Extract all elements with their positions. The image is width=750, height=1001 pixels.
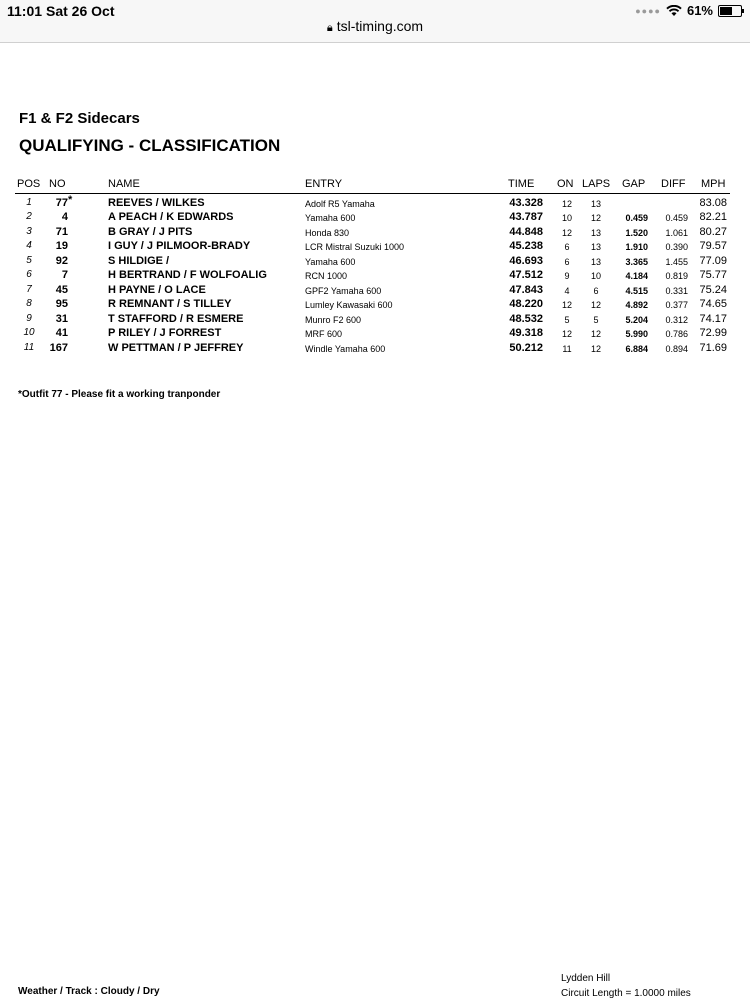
- table-row: [0, 313, 750, 327]
- cell-name: S HILDIGE /: [108, 255, 170, 267]
- table-row: [0, 269, 750, 283]
- address-bar[interactable]: [0, 18, 750, 35]
- cell-entry: MRF 600: [305, 329, 343, 339]
- cell-gap: 1.520: [625, 228, 648, 238]
- cell-diff: 0.786: [665, 329, 688, 339]
- table-row: [0, 211, 750, 225]
- battery-percent: 61%: [686, 3, 713, 18]
- cell-pos: 6: [26, 269, 32, 280]
- cell-on: 9: [564, 271, 570, 281]
- cell-time: 48.532: [509, 313, 543, 325]
- cell-gap: 5.990: [625, 329, 648, 339]
- circuit-name: Lydden Hill: [561, 973, 611, 984]
- weather-track: Weather / Track : Cloudy / Dry: [18, 986, 160, 997]
- cell-time: 47.843: [509, 284, 543, 296]
- cell-name: B GRAY / J PITS: [108, 226, 193, 238]
- cell-pos: 7: [26, 284, 32, 295]
- cell-no: 92: [55, 255, 68, 267]
- header-pos: POS: [17, 178, 41, 190]
- cell-on: 11: [562, 344, 572, 354]
- table-row: [0, 194, 750, 211]
- cell-time: 46.693: [509, 255, 543, 267]
- status-date: Sat 26 Oct: [46, 3, 115, 19]
- cell-laps: 13: [590, 199, 601, 209]
- cell-laps: 13: [590, 257, 601, 267]
- header-name: NAME: [108, 178, 140, 190]
- cell-gap: 4.184: [625, 271, 648, 281]
- status-bar: [0, 0, 750, 43]
- cell-name: H PAYNE / O LACE: [108, 284, 206, 296]
- cell-on: 12: [561, 329, 572, 339]
- cell-entry: Yamaha 600: [305, 213, 356, 223]
- table-row: [0, 298, 750, 312]
- cell-on: 5: [564, 315, 570, 325]
- table-row: [0, 327, 750, 341]
- cell-laps: 12: [590, 344, 601, 354]
- cell-no: 19: [55, 240, 68, 252]
- cell-mark: *: [68, 194, 73, 206]
- cell-pos: 8: [26, 298, 32, 309]
- cell-diff: 0.331: [665, 286, 688, 296]
- header-diff: DIFF: [661, 178, 686, 190]
- cell-entry: GPF2 Yamaha 600: [305, 286, 382, 296]
- cell-time: 45.238: [509, 240, 543, 252]
- cell-gap: 5.204: [625, 315, 648, 325]
- cell-pos: 5: [26, 255, 32, 266]
- cell-on: 12: [561, 228, 572, 238]
- cell-pos: 4: [26, 240, 32, 251]
- cell-mph: 74.17: [699, 313, 727, 325]
- cell-time: 48.220: [509, 298, 543, 310]
- cell-diff: 0.894: [665, 344, 688, 354]
- cell-time: 43.328: [509, 197, 543, 209]
- cell-entry: LCR Mistral Suzuki 1000: [305, 242, 405, 252]
- cell-no: 95: [55, 298, 68, 310]
- cell-entry: Honda 830: [305, 228, 350, 238]
- cell-pos: 11: [23, 342, 35, 353]
- cell-time: 43.787: [509, 211, 543, 223]
- cell-entry: Windle Yamaha 600: [305, 344, 386, 354]
- signal-dots-icon: ●●●●: [635, 5, 661, 16]
- cell-on: 12: [561, 300, 572, 310]
- cell-on: 10: [561, 213, 572, 223]
- header-on: ON: [557, 178, 574, 190]
- table-row: [0, 255, 750, 269]
- header-time: TIME: [508, 178, 535, 190]
- cell-no: 167: [49, 342, 68, 354]
- table-row: [0, 284, 750, 298]
- cell-no: 7: [61, 269, 68, 281]
- cell-gap: 1.910: [625, 242, 648, 252]
- cell-no: 77: [55, 197, 68, 209]
- cell-laps: 13: [590, 242, 601, 252]
- cell-laps: 5: [593, 315, 599, 325]
- cell-on: 6: [564, 257, 570, 267]
- cell-diff: 0.390: [665, 242, 688, 252]
- cell-mph: 80.27: [699, 226, 727, 238]
- cell-time: 47.512: [509, 269, 543, 281]
- battery-icon: [718, 5, 742, 17]
- cell-diff: 1.455: [665, 257, 688, 267]
- cell-diff: 0.459: [665, 213, 688, 223]
- table-row: [0, 240, 750, 254]
- cell-entry: Yamaha 600: [305, 257, 356, 267]
- cell-gap: 6.884: [625, 344, 648, 354]
- page-title: F1 & F2 Sidecars: [19, 110, 140, 127]
- cell-mph: 83.08: [699, 197, 727, 209]
- cell-mph: 75.77: [699, 269, 727, 281]
- cell-no: 71: [55, 226, 68, 238]
- cell-gap: 4.515: [625, 286, 648, 296]
- cell-pos: 9: [26, 313, 32, 324]
- cell-laps: 6: [593, 286, 599, 296]
- cell-no: 4: [61, 211, 68, 223]
- cell-name: REEVES / WILKES: [108, 197, 205, 209]
- cell-gap: 0.459: [625, 213, 648, 223]
- cell-mph: 79.57: [699, 240, 727, 252]
- cell-diff: 0.377: [665, 300, 688, 310]
- cell-laps: 12: [590, 213, 601, 223]
- table-row: [0, 342, 750, 356]
- cell-mph: 72.99: [699, 327, 727, 339]
- lock-icon: 🔒︎: [326, 22, 333, 34]
- cell-mph: 75.24: [699, 284, 727, 296]
- cell-gap: 4.892: [625, 300, 648, 310]
- cell-diff: 1.061: [665, 228, 688, 238]
- cell-no: 45: [55, 284, 68, 296]
- cell-name: P RILEY / J FORREST: [108, 327, 222, 339]
- cell-mph: 71.69: [699, 342, 727, 354]
- header-entry: ENTRY: [305, 178, 343, 190]
- url-text: tsl-timing.com: [336, 18, 424, 34]
- cell-time: 50.212: [509, 342, 543, 354]
- cell-pos: 3: [26, 226, 32, 237]
- header-mph: MPH: [701, 178, 726, 190]
- cell-gap: 3.365: [625, 257, 648, 267]
- cell-pos: 1: [26, 197, 32, 208]
- cell-laps: 10: [590, 271, 601, 281]
- cell-entry: Lumley Kawasaki 600: [305, 300, 393, 310]
- circuit-info: [561, 971, 691, 1001]
- cell-no: 31: [55, 313, 68, 325]
- cell-entry: Munro F2 600: [305, 315, 362, 325]
- cell-on: 6: [564, 242, 570, 252]
- cell-mph: 74.65: [699, 298, 727, 310]
- cell-name: A PEACH / K EDWARDS: [108, 211, 234, 223]
- cell-pos: 10: [23, 327, 35, 338]
- cell-time: 49.318: [509, 327, 543, 339]
- table-row: [0, 226, 750, 240]
- header-laps: LAPS: [582, 178, 611, 190]
- cell-name: H BERTRAND / F WOLFOALIG: [108, 269, 267, 281]
- header-divider: [15, 193, 730, 194]
- cell-name: W PETTMAN / P JEFFREY: [108, 342, 244, 354]
- cell-on: 12: [561, 199, 572, 209]
- cell-pos: 2: [26, 211, 32, 222]
- cell-no: 41: [55, 327, 68, 339]
- header-gap: GAP: [622, 178, 646, 190]
- cell-entry: RCN 1000: [305, 271, 348, 281]
- cell-laps: 12: [590, 300, 601, 310]
- cell-laps: 12: [590, 329, 601, 339]
- header-no: NO: [49, 178, 66, 190]
- cell-entry: Adolf R5 Yamaha: [305, 199, 375, 209]
- cell-name: R REMNANT / S TILLEY: [108, 298, 232, 310]
- cell-name: T STAFFORD / R ESMERE: [108, 313, 244, 325]
- footnote: *Outfit 77 - Please fit a working tranponder: [18, 389, 221, 400]
- status-time: 11:01: [7, 3, 43, 19]
- cell-mph: 77.09: [699, 255, 727, 267]
- cell-on: 4: [564, 286, 570, 296]
- cell-diff: 0.819: [665, 271, 688, 281]
- page-subtitle: QUALIFYING - CLASSIFICATION: [19, 136, 281, 155]
- cell-laps: 13: [590, 228, 601, 238]
- circuit-length: Circuit Length = 1.0000 miles: [561, 988, 691, 999]
- cell-diff: 0.312: [665, 315, 688, 325]
- cell-mph: 82.21: [699, 211, 727, 223]
- cell-name: I GUY / J PILMOOR-BRADY: [108, 240, 251, 252]
- wifi-icon: [666, 5, 682, 17]
- cell-time: 44.848: [509, 226, 543, 238]
- status-indicators: [635, 3, 742, 18]
